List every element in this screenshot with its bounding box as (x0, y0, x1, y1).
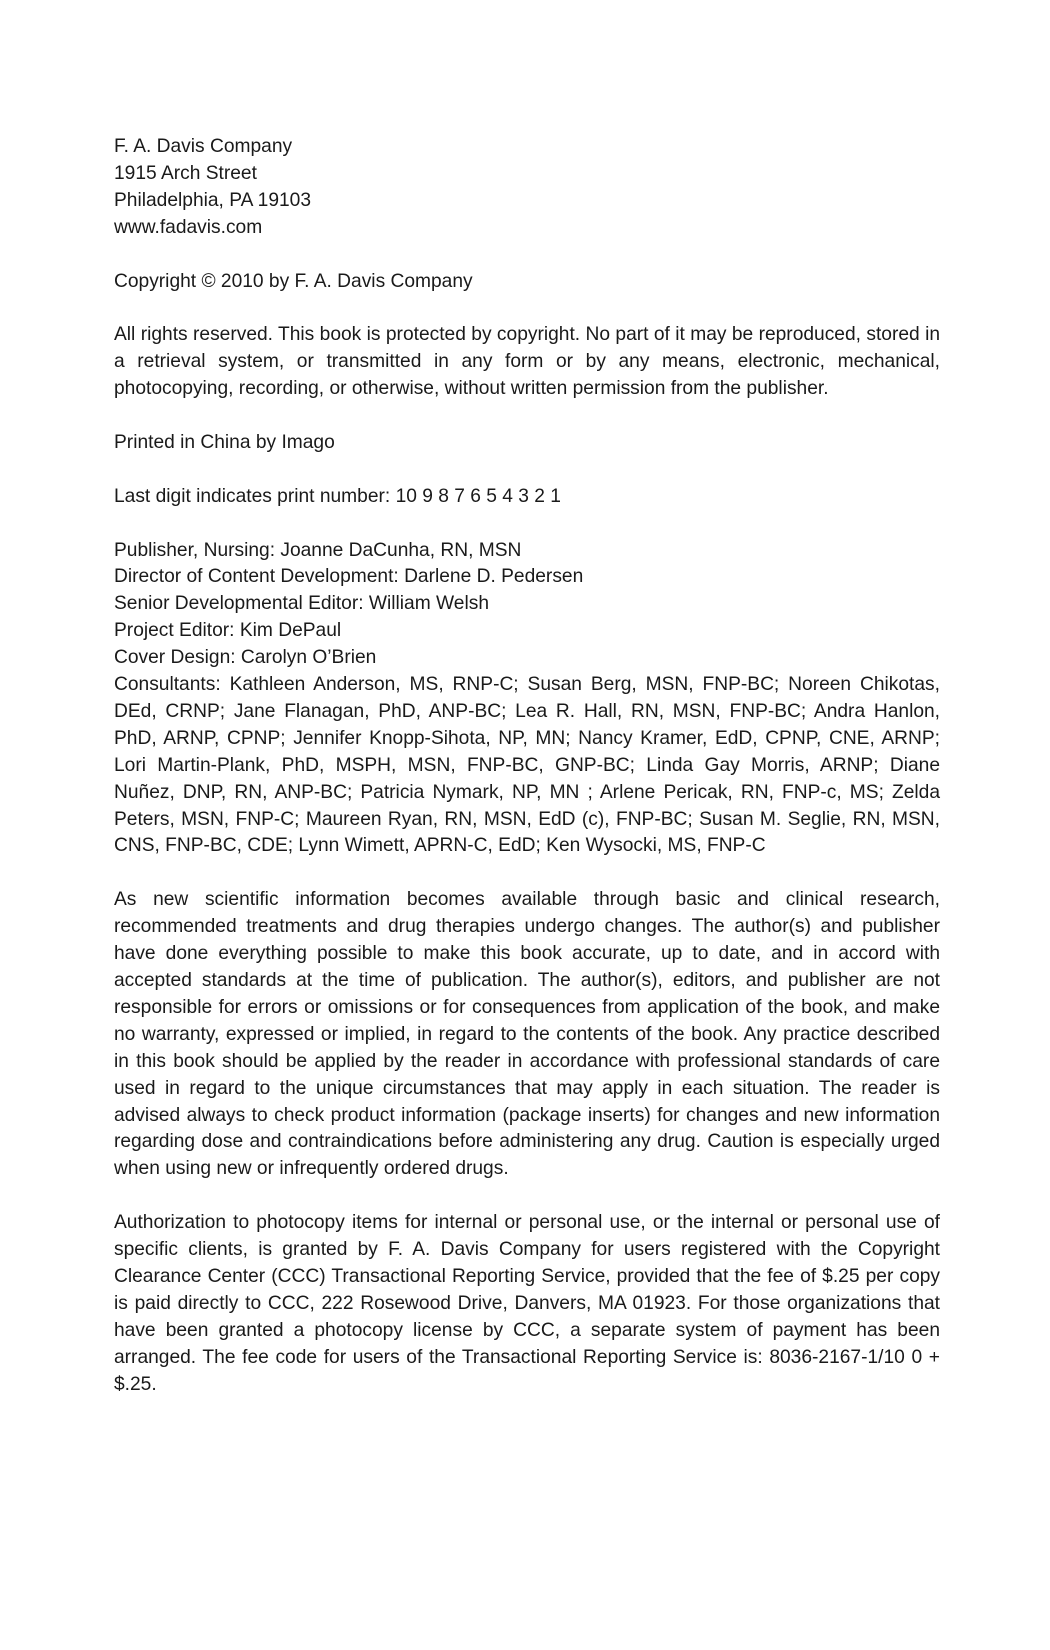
print-number: Last digit indicates print number: 10 9 8 7 6 5 4 3 2 1 (114, 485, 561, 507)
credit-consultants: Consultants: Kathleen Anderson, MS, RNP-C; Susan Berg, MSN, FNP-BC; Noreen Chikotas, DEd, CRNP; Jane Flanagan, PhD, ANP-BC; Lea R. Hall, RN, MSN, FNP-BC; Andra Hanlon, PhD, ARNP, CPNP; Jennifer Knopp-Sihota, NP, MN; Nancy Kramer, EdD, CPNP, CNE, ARNP; Lori Martin-Plank, PhD, MSPH, MSN, FNP-BC, GNP-BC; Linda Gay Morris, ARNP; Diane Nuñez, DNP, RN, ANP-BC; Patricia Nymark, NP, MN ; Arlene Pericak, RN, FNP-c, MS; Zelda Peters, MSN, FNP-C; Maureen Ryan, RN, MSN, EdD (c), FNP-BC; Susan M. Seglie, RN, MSN, CNS, FNP-BC, CDE; Lynn Wimett, APRN-C, EdD; Ken Wysocki, MS, FNP-C (114, 674, 940, 857)
credits (114, 538, 940, 861)
publisher-address (114, 134, 940, 242)
printed-in: Printed in China by Imago (114, 431, 335, 453)
credit-project-editor: Project Editor: Kim DePaul (114, 620, 342, 642)
credit-director: Director of Content Development: Darlene D. Pedersen (114, 566, 584, 588)
credit-cover-design: Cover Design: Carolyn O’Brien (114, 647, 377, 669)
company-name: F. A. Davis Company (114, 136, 293, 157)
photocopy-authorization: Authorization to photocopy items for internal or personal use, or the internal or personal use of specific clients, is granted by F. A. Davis Company for users registered with the Copyright Clearance Center (CCC) Transactional Reporting Service, provided that the fee of $.25 per copy is paid directly to CCC, 222 Rosewood Drive, Danvers, MA 01923. For those organizations that have been granted a photocopy license by CCC, a separate system of payment has been arranged. The fee code for users of the Transactional Reporting Service is: 8036-2167-1/10 0 + $.25. (114, 1212, 940, 1395)
city-state-zip: Philadelphia, PA 19103 (114, 189, 312, 211)
medical-disclaimer: As new scientific information becomes available through basic and clinical research, recommended treatments and drug therapies undergo changes. The author(s) and publisher have done everything possible to make this book accurate, up to date, and in accord with accepted standards at the time of publication. The author(s), editors, and publisher are not responsible for errors or omissions or for consequences from application of the book, and make no warranty, expressed or implied, in regard to the contents of the book. Any practice described in this book should be applied by the reader in accordance with professional standards of care used in regard to the unique circumstances that may apply in each situation. The reader is advised always to check product information (package inserts) for changes and new information regarding dose and contraindications before administering any drug. Caution is especially urged when using new or infrequently ordered drugs. (114, 889, 940, 1180)
rights-statement: All rights reserved. This book is protected by copyright. No part of it may be reproduced, stored in a retrieval system, or transmitted in any form or by any means, electronic, mechanical, photocopying, recording, or otherwise, without written permission from the publisher. (114, 324, 940, 400)
credit-publisher: Publisher, Nursing: Joanne DaCunha, RN, MSN (114, 539, 522, 561)
street-address: 1915 Arch Street (114, 162, 257, 184)
copyright-page (114, 134, 940, 1398)
copyright-notice: Copyright © 2010 by F. A. Davis Company (114, 270, 473, 292)
publisher-website: www.fadavis.com (114, 216, 263, 238)
credit-senior-editor: Senior Developmental Editor: William Welsh (114, 593, 490, 615)
